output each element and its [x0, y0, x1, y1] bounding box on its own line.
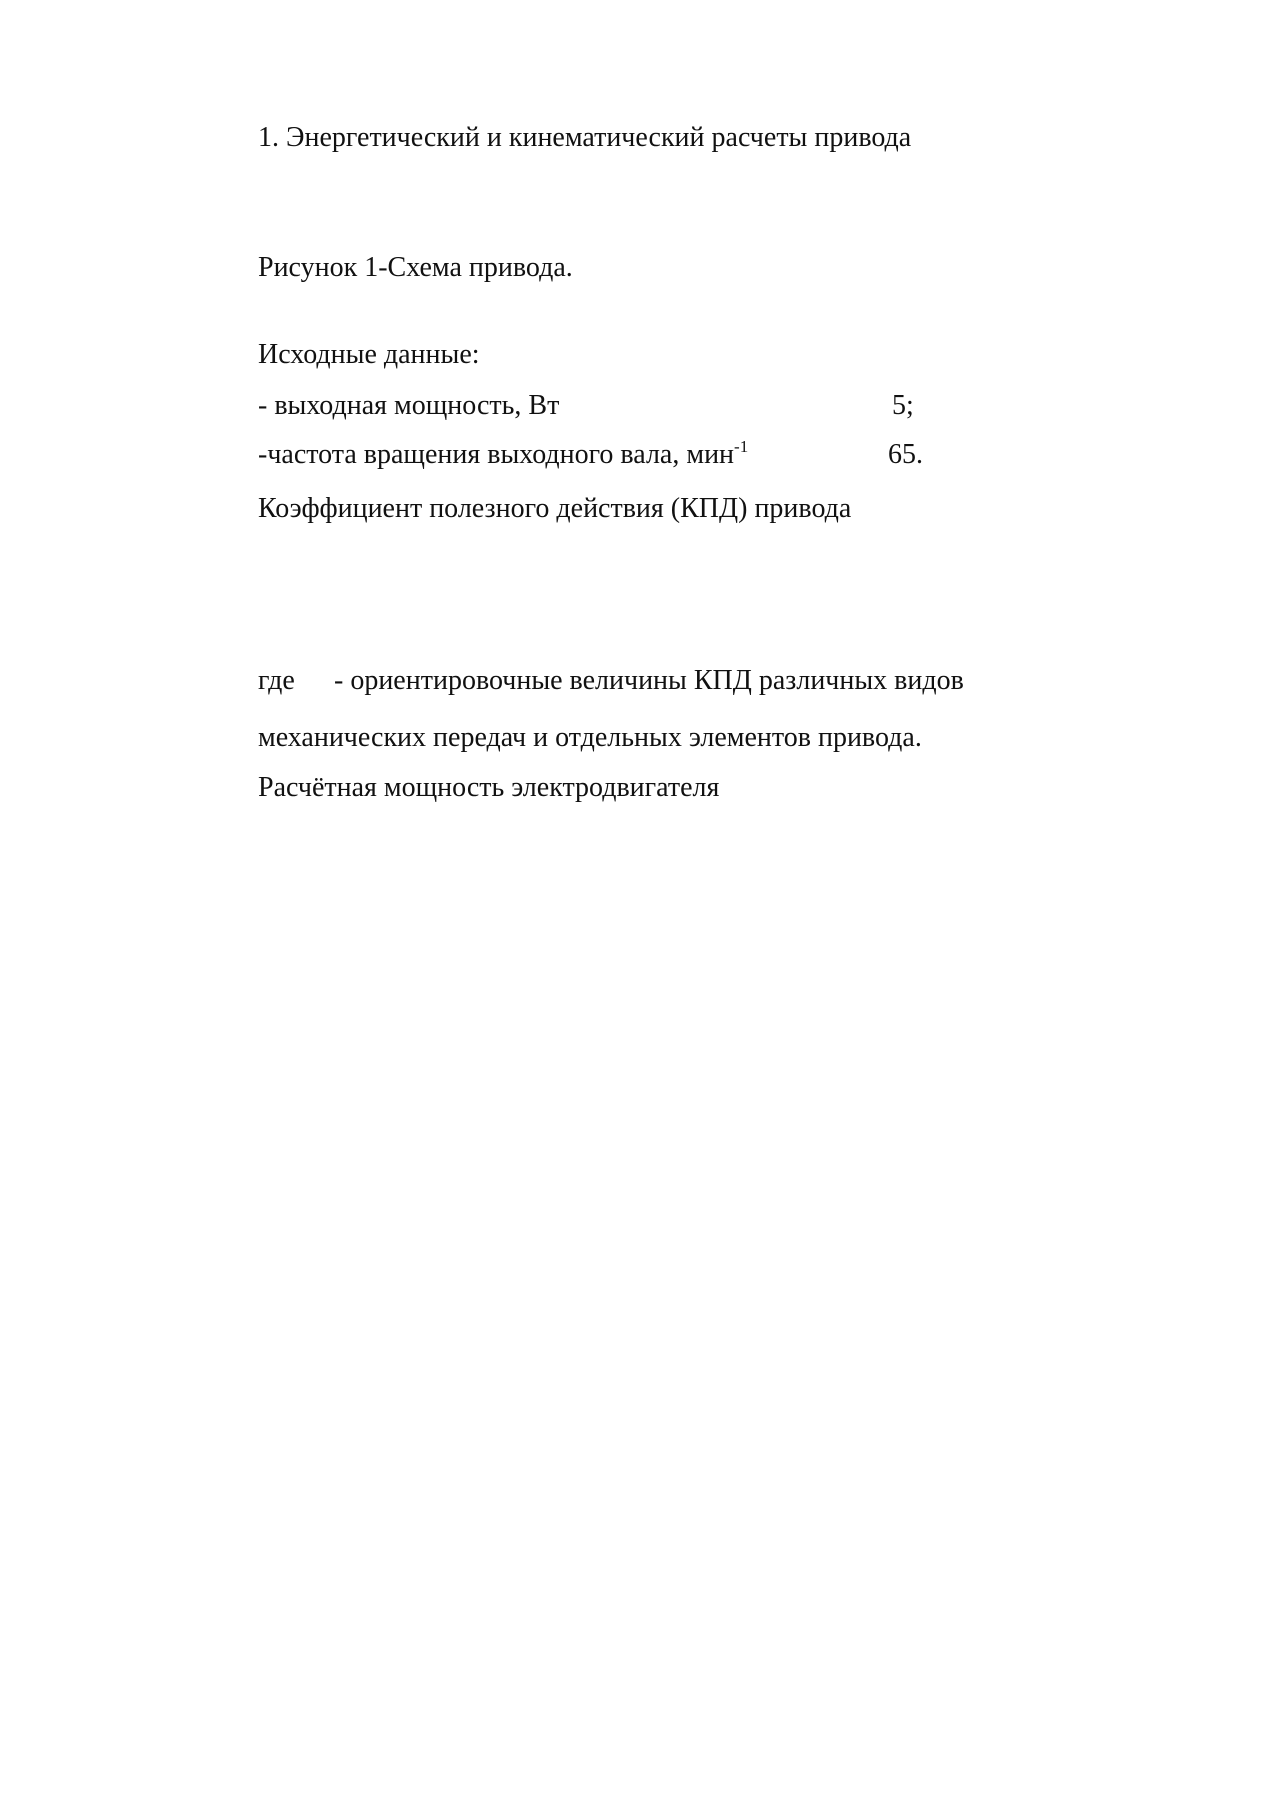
where-text: - ориентировочные величины КПД различных видов	[334, 665, 964, 696]
output-power-label: - выходная мощность, Вт	[258, 390, 560, 421]
efficiency-heading: Коэффициент полезного действия (КПД) привода	[258, 493, 852, 524]
shaft-speed-value: 65.	[888, 439, 923, 470]
figure-caption: Рисунок 1-Схема привода.	[258, 252, 573, 283]
shaft-speed-line	[258, 437, 749, 470]
section-heading: 1. Энергетический и кинематический расчеты привода	[258, 122, 912, 153]
shaft-speed-unit-exponent: -1	[734, 437, 749, 456]
where-word: где	[258, 665, 295, 696]
initial-data-title: Исходные данные:	[258, 339, 480, 370]
where-text-continued: механических передач и отдельных элементов привода.	[258, 722, 922, 753]
motor-power-heading: Расчётная мощность электродвигателя	[258, 772, 720, 803]
shaft-speed-label: -частота вращения выходного вала, мин	[258, 439, 735, 470]
output-power-value: 5;	[892, 390, 914, 421]
